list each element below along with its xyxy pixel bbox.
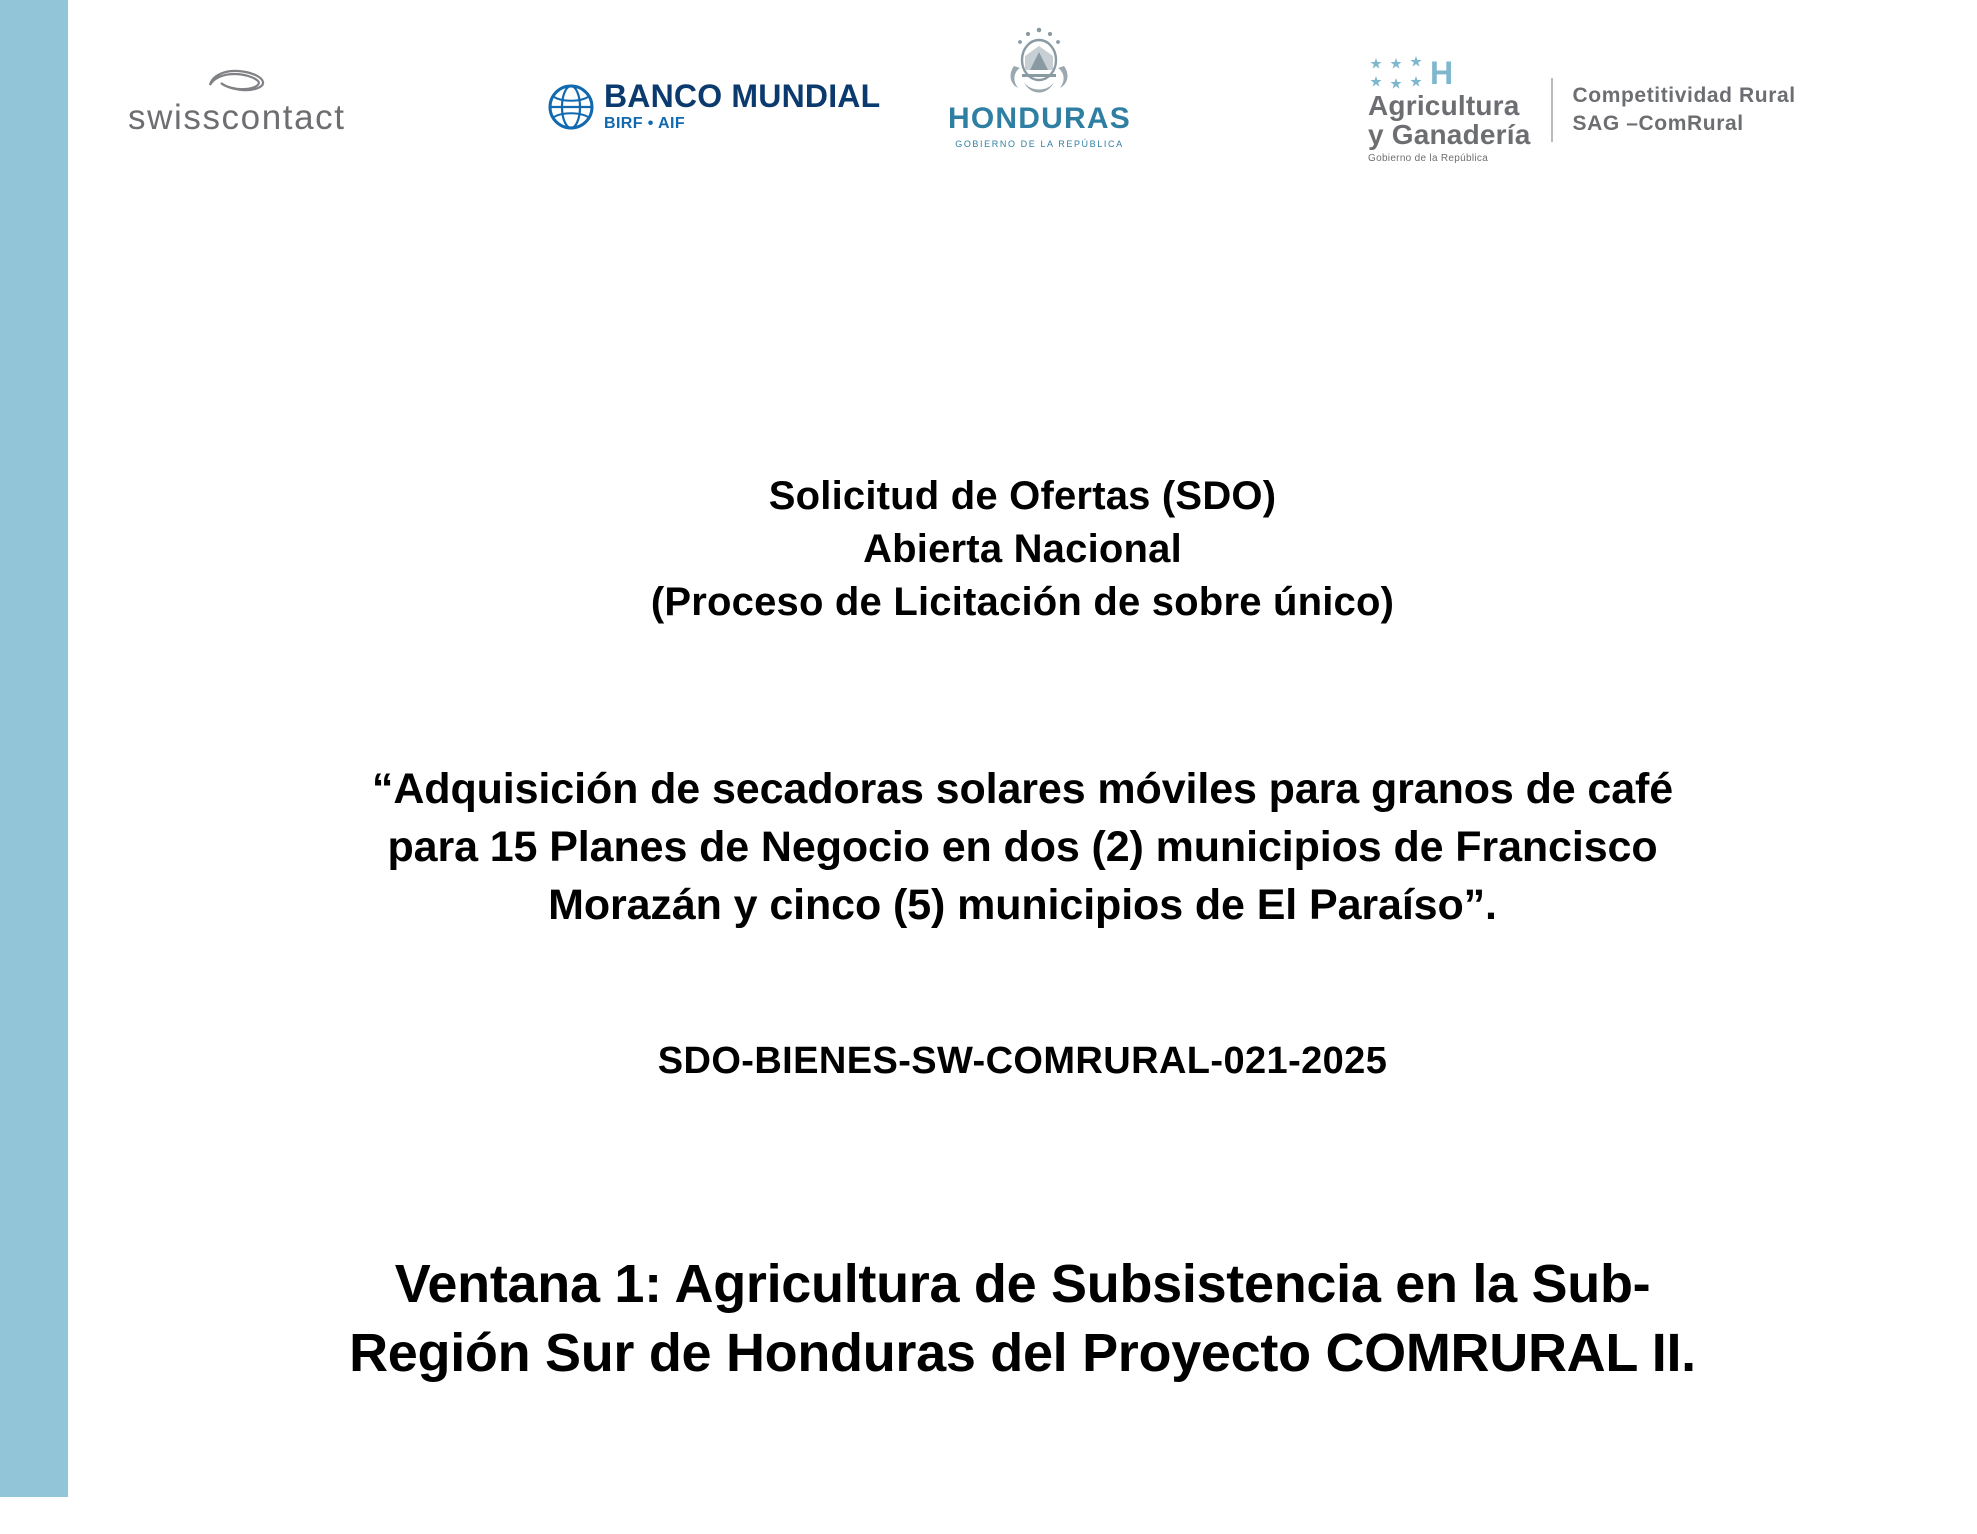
logo-world-bank <box>548 80 880 133</box>
project-window <box>68 1250 1977 1388</box>
slide-content <box>68 0 1977 1534</box>
sag-line3: Gobierno de la República <box>1368 153 1489 165</box>
logo-honduras <box>948 26 1131 149</box>
left-accent-bar <box>0 0 68 1497</box>
logo-divider <box>1551 78 1553 142</box>
sag-stars-h-icon <box>1368 56 1486 90</box>
swisscontact-swoosh-icon <box>206 66 268 96</box>
reference-code: SDO-BIENES-SW-COMRURAL-021-2025 <box>657 1040 1388 1082</box>
procurement-object <box>68 760 1977 934</box>
sag-line2: y Ganadería <box>1368 118 1531 150</box>
swisscontact-wordmark: swisscontact <box>128 98 346 137</box>
object-line-3: Morazán y cinco (5) municipios de El Paraíso”. <box>548 881 1497 930</box>
title-line-2: Abierta Nacional <box>863 526 1182 571</box>
world-bank-globe-icon <box>548 84 594 130</box>
comrural-line2: SAG –ComRural <box>1572 112 1744 136</box>
world-bank-title: BANCO MUNDIAL <box>604 78 881 114</box>
sag-line1: Agricultura <box>1368 90 1520 121</box>
window-line-1: Ventana 1: Agricultura de Subsistencia en la Sub- <box>394 1254 1651 1314</box>
comrural-line1: Competitividad Rural <box>1572 83 1796 107</box>
honduras-wordmark: HONDURAS <box>948 102 1131 135</box>
honduras-subtitle: GOBIERNO DE LA REPÚBLICA <box>955 139 1124 149</box>
object-line-1: “Adquisición de secadoras solares móviles para granos de café <box>371 765 1674 813</box>
world-bank-subtitle: BIRF • AIF <box>604 115 685 132</box>
logo-sag-comrural <box>1368 56 1796 164</box>
document-title <box>68 470 1977 628</box>
title-line-1: Solicitud de Ofertas (SDO) <box>768 474 1277 518</box>
honduras-coat-of-arms-icon <box>1000 26 1078 100</box>
svg-text:H: H <box>1430 56 1454 90</box>
object-line-2: para 15 Planes de Negocio en dos (2) municipios de Francisco <box>387 823 1658 872</box>
logo-swisscontact <box>128 66 346 138</box>
window-line-2: Región Sur de Honduras del Proyecto COMRURAL II. <box>349 1323 1696 1384</box>
logo-strip <box>68 18 1977 165</box>
title-line-3: (Proceso de Licitación de sobre único) <box>650 579 1395 624</box>
